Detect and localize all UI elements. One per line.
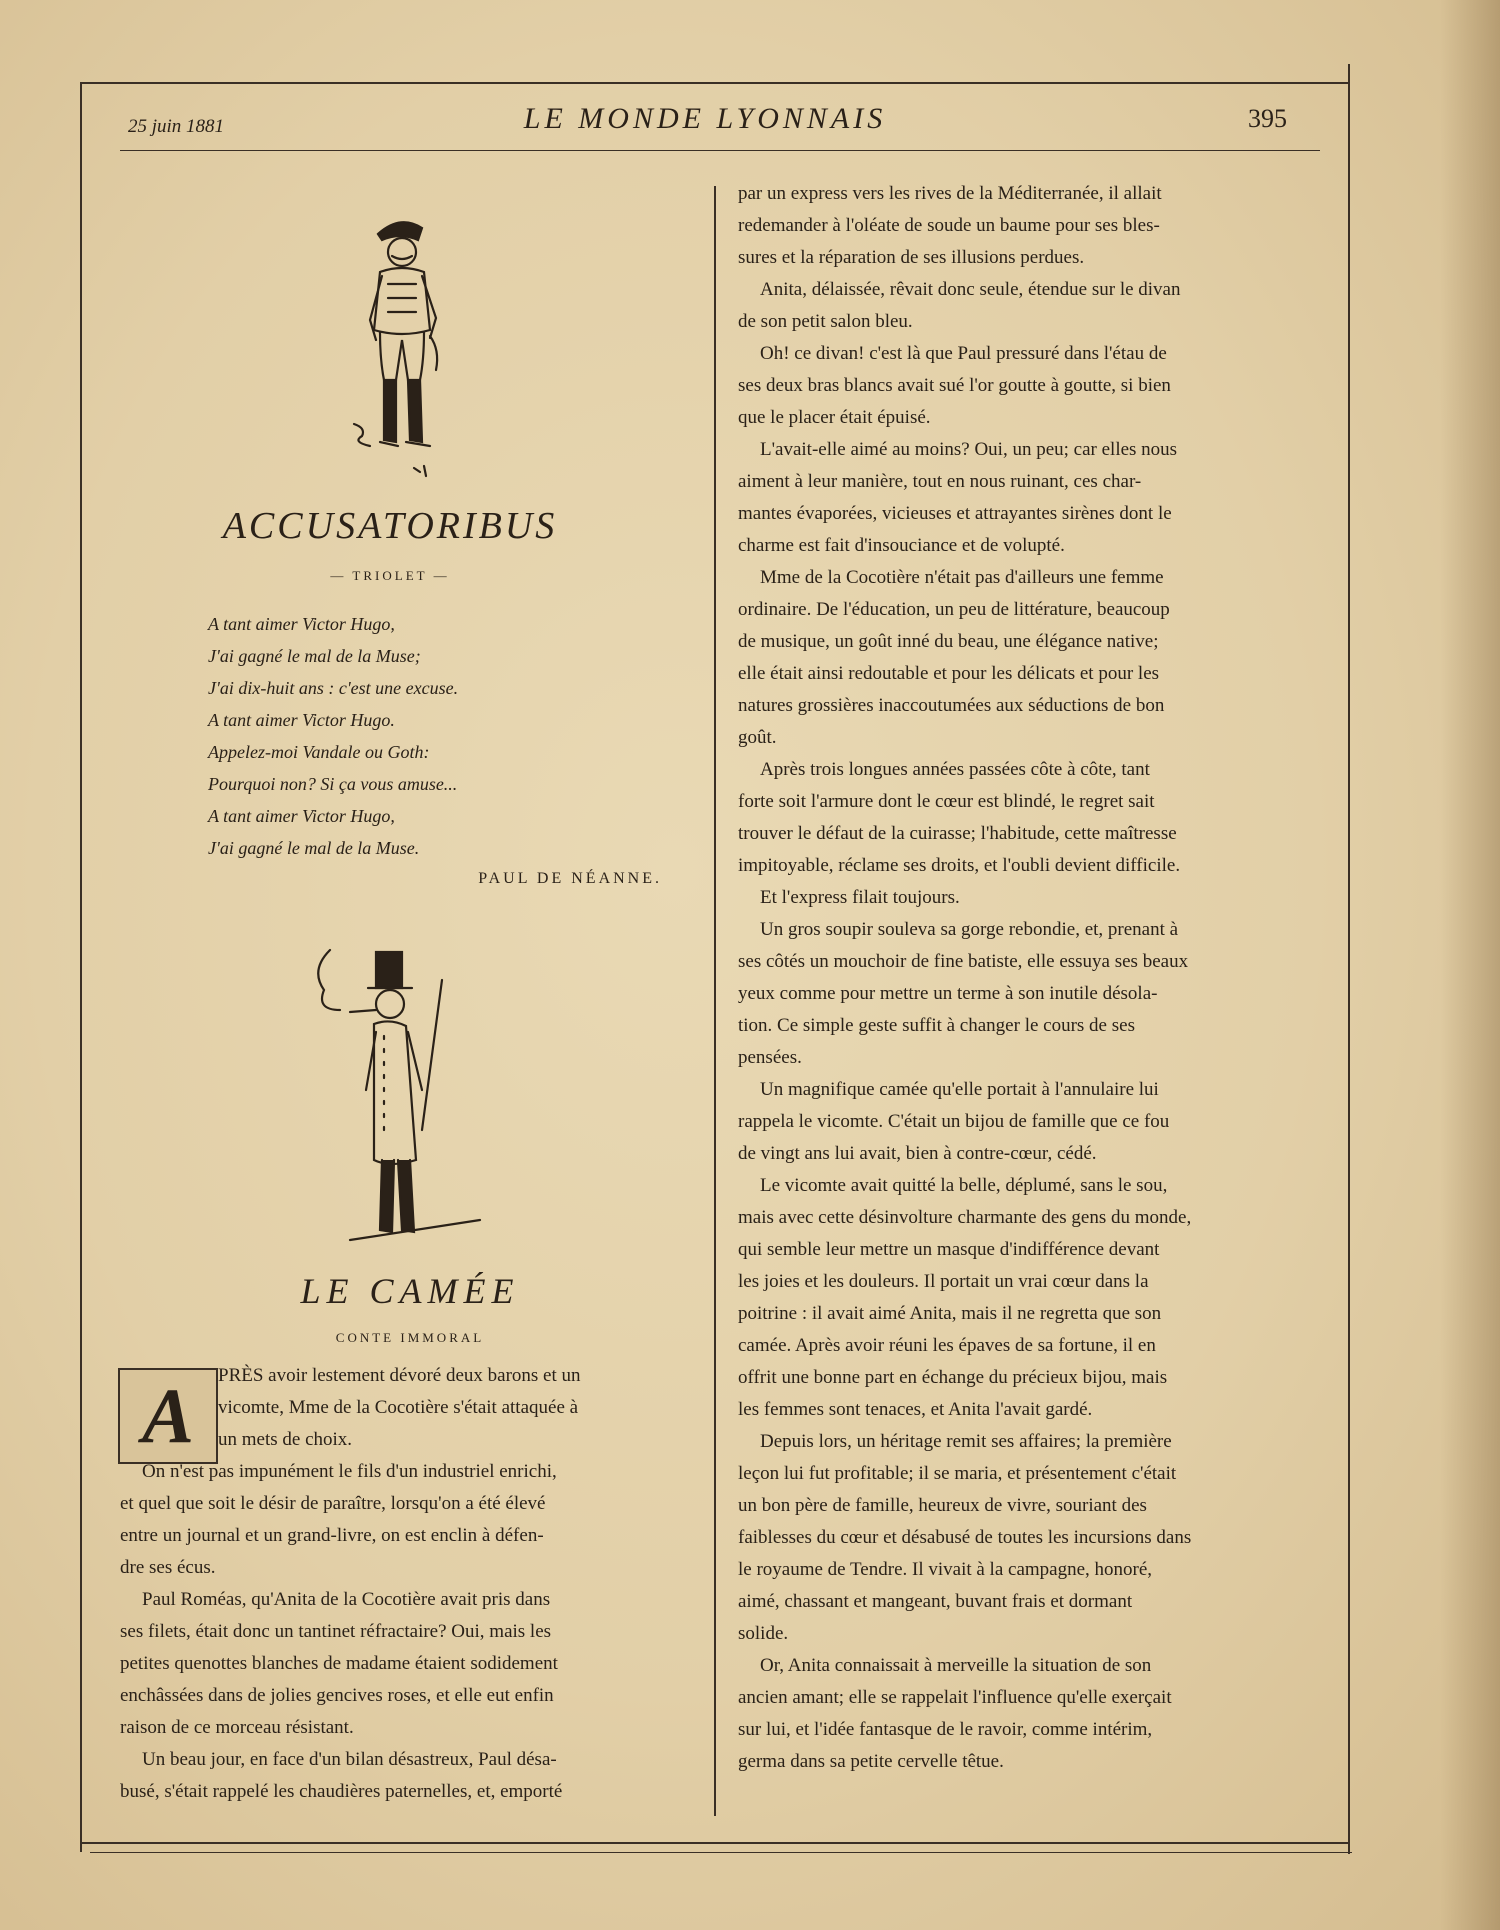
frame-rule-right <box>1348 64 1350 1854</box>
text-line: offrit une bonne part en échange du précieux bijou, mais <box>738 1367 1168 1388</box>
text-line: un bon père de famille, heureux de vivre, souriant des <box>738 1495 1147 1516</box>
text-line: sures et la réparation de ses illusions perdues. <box>738 247 1085 268</box>
text-line: Depuis lors, un héritage remit ses affaires; la première <box>760 1431 1172 1452</box>
poem-line: Appelez-moi Vandale ou Goth: <box>208 742 430 762</box>
poem-line: A tant aimer Victor Hugo. <box>208 710 395 730</box>
masthead: LE MONDE LYONNAIS <box>523 102 887 135</box>
poem-line: A tant aimer Victor Hugo, <box>208 806 395 826</box>
story-opening <box>218 1360 698 1456</box>
text-line: PRÈS avoir lestement dévoré deux barons et un <box>218 1365 581 1386</box>
text-line: camée. Après avoir réuni les épaves de sa fortune, il en <box>738 1335 1156 1356</box>
frame-rule-left <box>80 82 82 1852</box>
text-line: dre ses écus. <box>120 1557 216 1578</box>
header-rule <box>120 150 1320 151</box>
text-line: par un express vers les rives de la Méditerranée, il allait <box>738 183 1162 204</box>
text-line: sur lui, et l'idée fantasque de le ravoir, comme intérim, <box>738 1719 1153 1740</box>
text-line: enchâssées dans de jolies gencives roses, et elle eut enfin <box>120 1685 554 1706</box>
text-line: yeux comme pour mettre un terme à son inutile désola- <box>738 983 1158 1004</box>
text-line: Après trois longues années passées côte à côte, tant <box>760 759 1150 780</box>
text-line: pensées. <box>738 1047 802 1068</box>
text-line: rappela le vicomte. C'était un bijou de famille que ce fou <box>738 1111 1170 1132</box>
poem-line: A tant aimer Victor Hugo, <box>208 614 395 634</box>
poem-title: ACCUSATORIBUS <box>222 505 558 547</box>
text-line: mantes évaporées, vicieuses et attrayantes sirènes dont le <box>738 503 1172 524</box>
text-line: trouver le défaut de la cuirasse; l'habitude, cette maîtresse <box>738 823 1177 844</box>
text-line: poitrine : il avait aimé Anita, mais il ne regretta que son <box>738 1303 1162 1324</box>
text-line: elle était ainsi redoutable et pour les délicats et pour les <box>738 663 1160 684</box>
text-line: tion. Ce simple geste suffit à changer le cours de ses <box>738 1015 1135 1036</box>
page-edge-shadow <box>1440 0 1500 1930</box>
text-line: L'avait-elle aimé au moins? Oui, un peu; car elles nous <box>760 439 1178 460</box>
left-column-text <box>120 1456 700 1808</box>
text-line: Un gros soupir souleva sa gorge rebondie, et, prenant à <box>760 919 1179 940</box>
text-line: Un beau jour, en face d'un bilan désastreux, Paul désa- <box>142 1749 557 1770</box>
text-line: busé, s'était rappelé les chaudières paternelles, et, emporté <box>120 1781 563 1802</box>
text-line: Et l'express filait toujours. <box>760 887 960 908</box>
text-line: ses côtés un mouchoir de fine batiste, elle essuya ses beaux <box>738 951 1189 972</box>
text-line: ordinaire. De l'éducation, un peu de littérature, beaucoup <box>738 599 1170 620</box>
poem-line: Pourquoi non? Si ça vous amuse... <box>208 774 458 794</box>
text-line: faiblesses du cœur et désabusé de toutes les incursions dans <box>738 1527 1192 1548</box>
text-line: ses filets, était donc un tantinet réfractaire? Oui, mais les <box>120 1621 552 1642</box>
text-line: entre un journal et un grand-livre, on est enclin à défen- <box>120 1525 544 1546</box>
text-line: leçon lui fut profitable; il se maria, et présentement c'était <box>738 1463 1177 1484</box>
text-line: charme est fait d'insouciance et de volupté. <box>738 535 1065 556</box>
text-line: Mme de la Cocotière n'était pas d'ailleurs une femme <box>760 567 1164 588</box>
text-line: redemander à l'oléate de soude un baume pour ses bles- <box>738 215 1160 236</box>
text-line: germa dans sa petite cervelle têtue. <box>738 1751 1004 1772</box>
text-line: les joies et les douleurs. Il portait un vrai cœur dans la <box>738 1271 1149 1292</box>
text-line: aiment à leur manière, tout en nous ruinant, ces char- <box>738 471 1142 492</box>
text-line: solide. <box>738 1623 789 1644</box>
text-line: un mets de choix. <box>218 1429 353 1450</box>
text-line: Le vicomte avait quitté la belle, déplumé, sans le sou, <box>760 1175 1168 1196</box>
text-line: aimé, chassant et mangeant, buvant frais et dormant <box>738 1591 1133 1612</box>
text-line: Or, Anita connaissait à merveille la situation de son <box>760 1655 1152 1676</box>
text-line: petites quenottes blanches de madame étaient sodidement <box>120 1653 558 1674</box>
poem-line: J'ai dix-huit ans : c'est une excuse. <box>208 678 459 698</box>
text-line: goût. <box>738 727 777 748</box>
text-line: Oh! ce divan! c'est là que Paul pressuré dans l'étau de <box>760 343 1167 364</box>
officer-illustration <box>340 210 480 490</box>
poem-subtitle: — TRIOLET — <box>330 568 450 583</box>
text-line: que le placer était épuisé. <box>738 407 931 428</box>
text-line: Anita, délaissée, rêvait donc seule, étendue sur le divan <box>760 279 1181 300</box>
poem-author: PAUL DE NÉANNE. <box>478 870 662 887</box>
text-line: de musique, un goût inné du beau, une élégance native; <box>738 631 1159 652</box>
text-line: de vingt ans lui avait, bien à contre-cœur, cédé. <box>738 1143 1097 1164</box>
text-line: ancien amant; elle se rappelait l'influence qu'elle exerçait <box>738 1687 1172 1708</box>
text-line: le royaume de Tendre. Il vivait à la campagne, honoré, <box>738 1559 1153 1580</box>
text-line: mais avec cette désinvolture charmante des gens du monde, <box>738 1207 1192 1228</box>
text-line: de son petit salon bleu. <box>738 311 913 332</box>
drop-cap: A <box>118 1368 218 1464</box>
text-line: les femmes sont tenaces, et Anita l'avait gardé. <box>738 1399 1093 1420</box>
poem-line: J'ai gagné le mal de la Muse. <box>208 838 420 858</box>
text-line: ses deux bras blancs avait sué l'or goutte à goutte, si bien <box>738 375 1171 396</box>
text-line: Paul Roméas, qu'Anita de la Cocotière avait pris dans <box>142 1589 551 1610</box>
frame-rule-bottom <box>80 1842 1350 1844</box>
poem-body <box>208 608 678 864</box>
text-line: natures grossières inaccoutumées aux séductions de bon <box>738 695 1165 716</box>
gentleman-illustration <box>310 940 490 1250</box>
text-line: Un magnifique camée qu'elle portait à l'annulaire lui <box>760 1079 1159 1100</box>
story-subtitle: CONTE IMMORAL <box>335 1330 485 1345</box>
page-number: 395 <box>1248 104 1287 133</box>
column-divider <box>714 186 716 1816</box>
text-line: qui semble leur mettre un masque d'indifférence devant <box>738 1239 1160 1260</box>
issue-date: 25 juin 1881 <box>128 116 225 137</box>
text-line: On n'est pas impunément le fils d'un industriel enrichi, <box>142 1461 557 1482</box>
frame-rule-bottom-inner <box>90 1852 1352 1853</box>
text-line: raison de ce morceau résistant. <box>120 1717 354 1738</box>
story-title: LE CAMÉE <box>300 1271 520 1311</box>
frame-rule-top <box>80 82 1350 84</box>
poem-line: J'ai gagné le mal de la Muse; <box>208 646 421 666</box>
text-line: vicomte, Mme de la Cocotière s'était attaquée à <box>218 1397 579 1418</box>
text-line: impitoyable, réclame ses droits, et l'oubli devient difficile. <box>738 855 1181 876</box>
text-line: et quel que soit le désir de paraître, lorsqu'on a été élevé <box>120 1493 546 1514</box>
text-line: forte soit l'armure dont le cœur est blindé, le regret sait <box>738 791 1155 812</box>
right-column-text <box>738 178 1328 1778</box>
